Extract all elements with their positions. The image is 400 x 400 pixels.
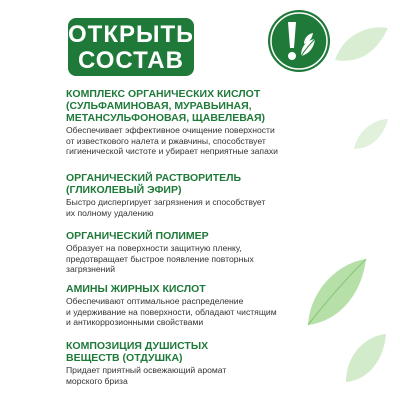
section-heading: КОМПОЗИЦИЯ ДУШИСТЫХ ВЕЩЕСТВ (ОТДУШКА) <box>66 340 209 364</box>
section-body: Придает приятный освежающий аромат морского бриза <box>66 365 227 386</box>
section-fatty-amines <box>66 283 346 328</box>
section-heading: ОРГАНИЧЕСКИЙ ПОЛИМЕР <box>66 230 209 242</box>
green-leaf-icon <box>350 115 390 155</box>
section-organic-solvent <box>66 172 346 218</box>
section-heading: АМИНЫ ЖИРНЫХ КИСЛОТ <box>66 283 206 295</box>
section-organic-acids <box>66 88 346 157</box>
section-body: Обеспечивает эффективное очищение поверхности от известкового налета и ржавчины, способствует гигиенической чистоте и убирает неприятные запахи <box>66 125 278 156</box>
section-body: Обеспечивают оптимальное распределение и удерживание на поверхности, обладают чистящим и антикоррозионными свойствами <box>66 296 277 327</box>
green-leaf-icon <box>340 330 390 385</box>
section-fragrance <box>66 340 346 386</box>
section-heading: ОРГАНИЧЕСКИЙ РАСТВОРИТЕЛЬ (ГЛИКОЛЕВЫЙ ЭФИР) <box>66 172 242 196</box>
green-leaf-icon <box>330 20 390 70</box>
title-line-2: СОСТАВ <box>78 47 184 74</box>
section-body: Образует на поверхности защитную пленку, предотвращает быстрое появление повторных загрязнений <box>66 243 254 274</box>
title-line-1: ОТКРЫТЫЙ <box>68 21 219 48</box>
section-body: Быстро диспергирует загрязнения и способствует их полному удалению <box>66 197 266 218</box>
exclamation-leaf-icon <box>268 10 330 72</box>
section-heading: КОМПЛЕКС ОРГАНИЧЕСКИХ КИСЛОТ (СУЛЬФАМИНОВАЯ, МУРАВЬИНАЯ, МЕТАНСУЛЬФОНОВАЯ, ЩАВЕЛЕВАЯ) <box>66 88 265 124</box>
section-organic-polymer <box>66 230 346 275</box>
page-title <box>68 18 219 76</box>
